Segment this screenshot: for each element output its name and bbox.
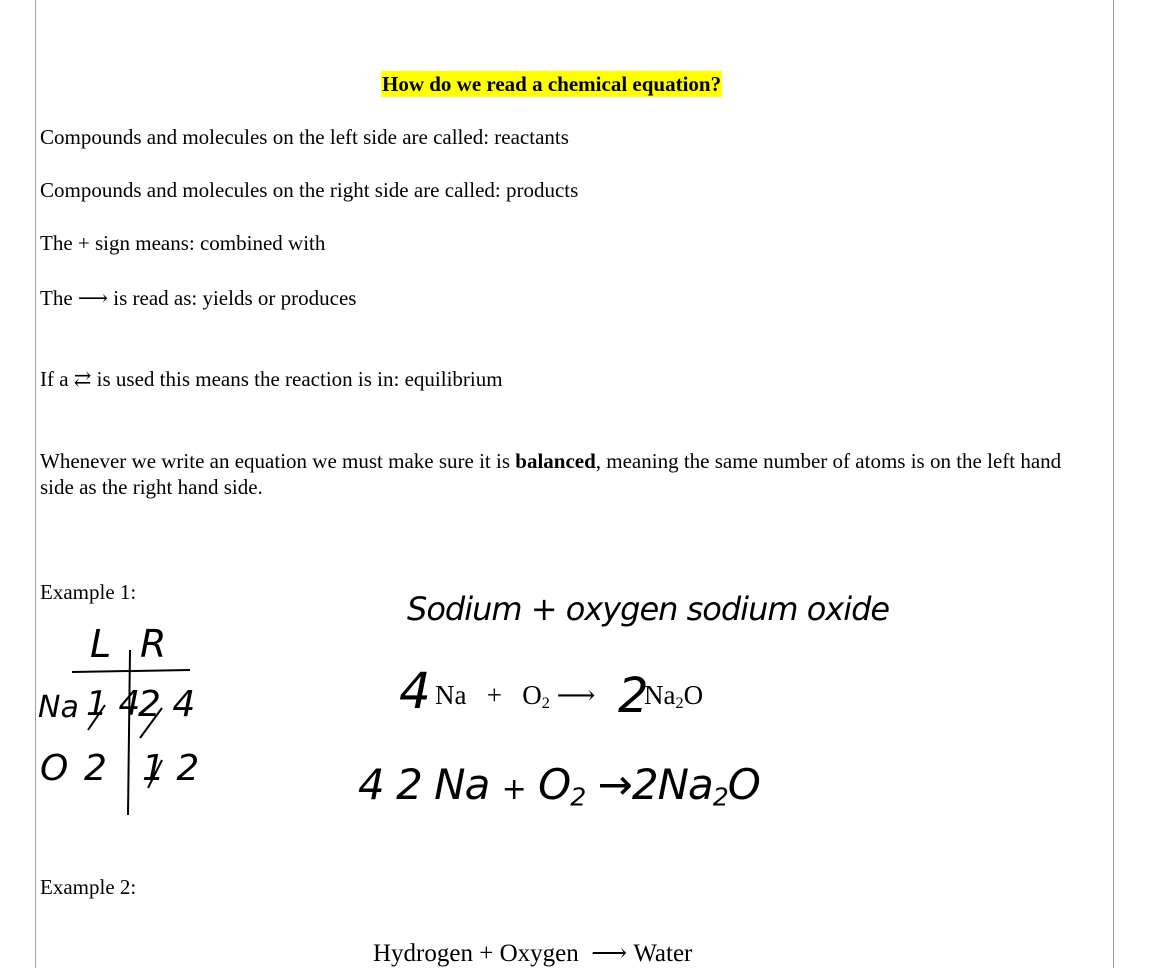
table-right-head: R (140, 622, 167, 666)
typed-equation (435, 680, 595, 713)
table-row-element: O (40, 748, 69, 789)
typed-o2: $O_2$ (522, 680, 550, 713)
table-horizontal-line (72, 670, 190, 672)
example1-label: Example 1: (40, 580, 137, 604)
arrow-line: The ⟶ is read as: yields or produces (40, 286, 357, 310)
equilibrium-line: If a ⇄ is used this means the reaction is in: equilibrium (40, 367, 503, 391)
page-title: How do we read a chemical equation? (382, 72, 722, 96)
balanced-bold: balanced (515, 449, 596, 473)
table-row-left: 2 (84, 748, 107, 789)
balanced-after: , meaning the same number of atoms is on the left hand side as the right hand side. (40, 449, 1062, 499)
example2-word-equation: Hydrogen + Oxygen ⟶ Water (373, 940, 693, 967)
table-left-head: L (90, 622, 112, 666)
balanced-paragraph (40, 448, 1100, 500)
handwritten-coef-2: 2 (618, 668, 649, 724)
table-row-right: 2 4 (138, 684, 196, 725)
typed-na: Na (435, 680, 467, 710)
example2-label: Example 2: (40, 875, 137, 899)
typed-arrow: ⟶ (556, 680, 596, 710)
reactants-line: Compounds and molecules on the left side are called: reactants (40, 125, 569, 149)
balanced-before: Whenever we write an equation we must make sure it is (40, 449, 516, 473)
handwritten-balanced-equation: 4 2 $Na + O_2 \to 2Na_2O$ (358, 760, 760, 812)
handwritten-coef-4: 4 (399, 662, 431, 720)
table-vertical-line (128, 650, 130, 815)
typed-product: $Na_2O$ (644, 680, 704, 713)
typed-plus: + (486, 680, 502, 710)
products-line: Compounds and molecules on the right side are called: products (40, 178, 579, 202)
table-row-left: 1 4 (86, 684, 141, 724)
handwritten-word-equation: Sodium + oxygen sodium oxide (407, 590, 890, 628)
table-row-element: Na (38, 690, 79, 725)
table-row-right: 1 2 (142, 748, 200, 789)
plus-sign-line: The + sign means: combined with (40, 231, 326, 255)
